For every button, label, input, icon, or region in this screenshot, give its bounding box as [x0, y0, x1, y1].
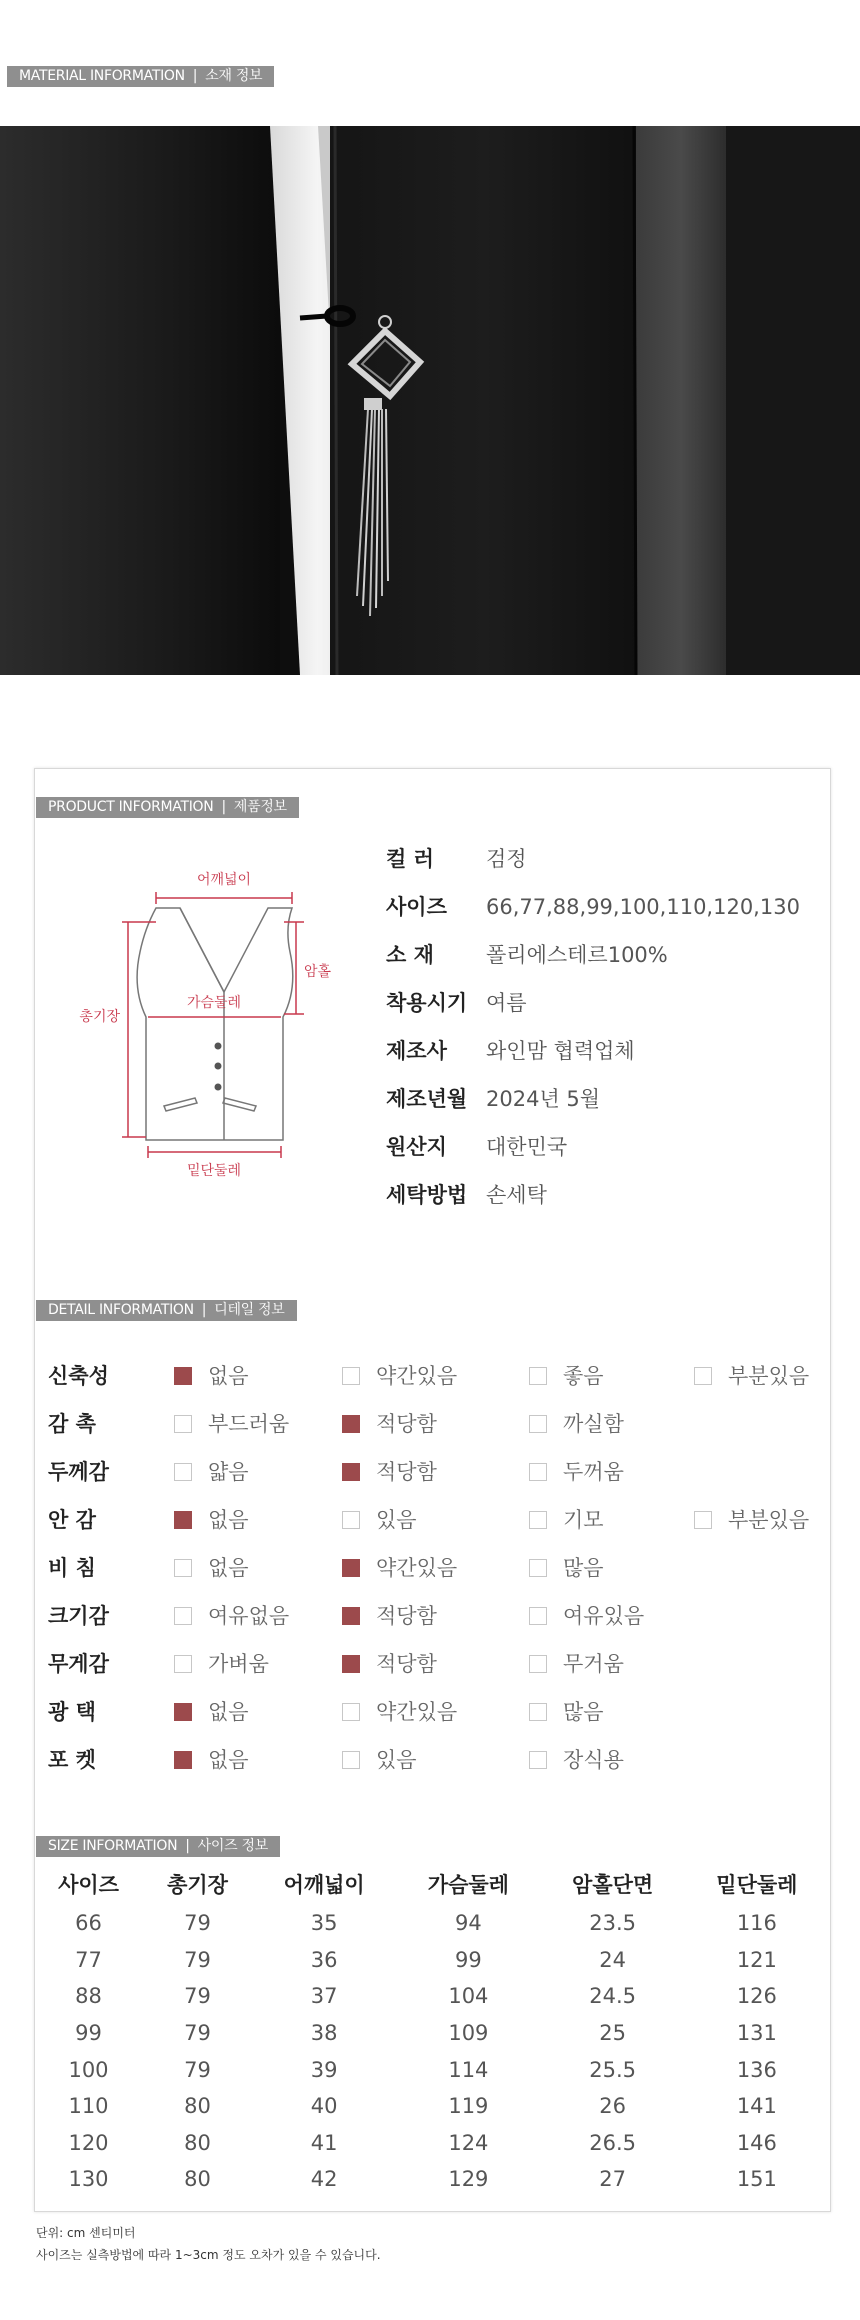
unit-note: 단위: cm 센티미터 — [36, 2226, 136, 2240]
detail-option — [342, 1745, 417, 1775]
detail-option-label: 약간있음 — [376, 1700, 458, 1724]
detail-option — [174, 1409, 289, 1439]
unchecked-box-icon — [174, 1655, 192, 1673]
unchecked-box-icon — [174, 1559, 192, 1577]
unchecked-box-icon — [694, 1367, 712, 1385]
detail-info-title-ko: 디테일 정보 — [214, 1302, 285, 1318]
table-cell: 38 — [310, 2021, 338, 2046]
table-cell: 26.5 — [589, 2130, 636, 2155]
material-info-title-ko: 소재 정보 — [205, 68, 263, 84]
detail-row — [48, 1601, 828, 1631]
checked-box-icon — [174, 1751, 192, 1769]
table-cell: 80 — [184, 2130, 211, 2155]
table-cell: 79 — [184, 2057, 211, 2082]
unchecked-box-icon — [342, 1367, 360, 1385]
table-cell: 121 — [736, 1947, 777, 1972]
info-value: 66,77,88,99,100,110,120,130 — [486, 895, 800, 919]
table-row — [34, 1942, 829, 1979]
unchecked-box-icon — [529, 1655, 547, 1673]
table-cell: 24 — [599, 1947, 626, 1972]
info-key: 컬 러 — [386, 847, 434, 871]
detail-label: 무게감 — [48, 1652, 109, 1676]
unchecked-box-icon — [342, 1703, 360, 1721]
table-cell: 42 — [310, 2167, 338, 2192]
detail-option-label: 적당함 — [376, 1652, 437, 1676]
table-cell: 79 — [184, 1911, 211, 1936]
material-info-header: MATERIAL INFORMATION | 소재 정보 — [7, 66, 274, 87]
detail-label: 포 켓 — [48, 1748, 96, 1772]
unchecked-box-icon — [342, 1511, 360, 1529]
detail-option — [342, 1361, 457, 1391]
checked-box-icon — [342, 1655, 360, 1673]
table-cell: 77 — [75, 1947, 102, 1972]
detail-option-label: 적당함 — [376, 1460, 437, 1484]
detail-label: 크기감 — [48, 1604, 109, 1628]
info-value: 손세탁 — [486, 1183, 547, 1207]
detail-option — [342, 1649, 437, 1679]
detail-option-label: 많음 — [563, 1556, 604, 1580]
detail-row — [48, 1457, 828, 1487]
table-cell: 26 — [599, 2094, 626, 2119]
unchecked-box-icon — [174, 1415, 192, 1433]
table-cell: 66 — [75, 1911, 102, 1936]
size-table-column-header: 암홀단면 — [572, 1873, 654, 1897]
detail-option — [174, 1553, 249, 1583]
detail-label: 광 택 — [48, 1700, 96, 1724]
unchecked-box-icon — [174, 1463, 192, 1481]
detail-option — [529, 1457, 624, 1487]
unchecked-box-icon — [174, 1607, 192, 1625]
detail-option-label: 부드러움 — [208, 1412, 290, 1436]
detail-option-label: 적당함 — [376, 1412, 437, 1436]
detail-option — [174, 1745, 249, 1775]
detail-option — [694, 1505, 809, 1535]
table-cell: 99 — [75, 2021, 102, 2046]
detail-option — [174, 1697, 249, 1727]
detail-option — [342, 1553, 457, 1583]
detail-row — [48, 1553, 828, 1583]
table-cell: 25 — [599, 2021, 626, 2046]
unchecked-box-icon — [529, 1559, 547, 1577]
detail-row — [48, 1697, 828, 1727]
detail-option-label: 좋음 — [563, 1364, 604, 1388]
info-value: 2024년 5월 — [486, 1087, 601, 1111]
detail-row — [48, 1745, 828, 1775]
detail-option-label: 없음 — [208, 1556, 249, 1580]
table-cell: 40 — [310, 2094, 338, 2119]
detail-option-label: 없음 — [208, 1748, 249, 1772]
table-cell: 151 — [736, 2167, 777, 2192]
detail-option — [342, 1697, 457, 1727]
info-value: 와인맘 협력업체 — [486, 1039, 635, 1063]
size-info-title: SIZE INFORMATION — [48, 1838, 178, 1854]
product-info-title-ko: 제품정보 — [233, 799, 287, 815]
detail-label: 감 촉 — [48, 1412, 96, 1436]
detail-option — [529, 1409, 624, 1439]
info-value: 검정 — [486, 847, 527, 871]
table-cell: 136 — [736, 2057, 777, 2082]
info-value: 대한민국 — [486, 1135, 568, 1159]
detail-option-label: 기모 — [563, 1508, 604, 1532]
unchecked-box-icon — [529, 1751, 547, 1769]
checked-box-icon — [342, 1415, 360, 1433]
table-cell: 146 — [736, 2130, 777, 2155]
unchecked-box-icon — [529, 1511, 547, 1529]
detail-row — [48, 1409, 828, 1439]
detail-label: 비 침 — [48, 1556, 96, 1580]
detail-label: 신축성 — [48, 1364, 109, 1388]
table-cell: 124 — [448, 2130, 489, 2155]
info-key: 제조사 — [386, 1039, 447, 1063]
info-key: 사이즈 — [386, 895, 447, 919]
unchecked-box-icon — [694, 1511, 712, 1529]
checked-box-icon — [174, 1703, 192, 1721]
hem-label: 밑단둘레 — [186, 1163, 242, 1179]
detail-option — [174, 1505, 249, 1535]
table-row — [34, 2161, 829, 2198]
unchecked-box-icon — [529, 1607, 547, 1625]
detail-row — [48, 1505, 828, 1535]
info-value: 폴리에스테르100% — [486, 943, 668, 967]
table-cell: 80 — [184, 2094, 211, 2119]
detail-option — [342, 1505, 417, 1535]
size-info-title-ko: 사이즈 정보 — [197, 1838, 268, 1854]
detail-option-label: 여유있음 — [563, 1604, 645, 1628]
info-key: 원산지 — [386, 1135, 447, 1159]
table-cell: 79 — [184, 2021, 211, 2046]
table-cell: 35 — [310, 1911, 338, 1936]
detail-option-label: 가벼움 — [208, 1652, 269, 1676]
detail-option — [529, 1505, 604, 1535]
info-key: 착용시기 — [386, 991, 468, 1015]
total-length-label: 총기장 — [79, 1009, 120, 1025]
detail-option — [174, 1649, 269, 1679]
table-cell: 100 — [68, 2057, 109, 2082]
size-info-header: SIZE INFORMATION | 사이즈 정보 — [36, 1836, 280, 1857]
table-cell: 116 — [736, 1911, 777, 1936]
table-cell: 114 — [448, 2057, 489, 2082]
table-cell: 120 — [68, 2130, 109, 2155]
product-info-header: PRODUCT INFORMATION | 제품정보 — [36, 797, 299, 818]
fabric-detail-photo — [0, 126, 860, 675]
detail-option-label: 약간있음 — [376, 1364, 458, 1388]
detail-option-label: 없음 — [208, 1700, 249, 1724]
checked-box-icon — [342, 1607, 360, 1625]
detail-option — [529, 1649, 624, 1679]
size-disclaimer: 사이즈는 실측방법에 따라 1~3cm 정도 오차가 있을 수 있습니다. — [36, 2248, 381, 2262]
detail-option — [174, 1457, 249, 1487]
table-row — [34, 2051, 829, 2088]
size-table-column-header: 밑단둘레 — [716, 1873, 798, 1897]
info-key: 소 재 — [386, 943, 434, 967]
table-cell: 99 — [455, 1947, 482, 1972]
detail-label: 안 감 — [48, 1508, 96, 1532]
table-row — [34, 2125, 829, 2162]
info-key: 세탁방법 — [386, 1183, 468, 1207]
detail-option-label: 두꺼움 — [563, 1460, 624, 1484]
size-table-column-header: 사이즈 — [58, 1873, 119, 1897]
detail-row — [48, 1649, 828, 1679]
detail-option — [342, 1409, 437, 1439]
detail-option-label: 부분있음 — [728, 1364, 810, 1388]
size-table-column-header: 어깨넓이 — [283, 1873, 365, 1897]
detail-option-label: 많음 — [563, 1700, 604, 1724]
detail-option-label: 약간있음 — [376, 1556, 458, 1580]
detail-info-header: DETAIL INFORMATION | 디테일 정보 — [36, 1300, 297, 1321]
table-row — [34, 2088, 829, 2125]
checked-box-icon — [174, 1367, 192, 1385]
material-info-title: MATERIAL INFORMATION — [19, 68, 185, 84]
size-table-column-header: 총기장 — [167, 1873, 228, 1897]
unchecked-box-icon — [529, 1703, 547, 1721]
detail-option-label: 장식용 — [563, 1748, 624, 1772]
detail-option — [174, 1601, 289, 1631]
table-cell: 141 — [736, 2094, 777, 2119]
unchecked-box-icon — [529, 1463, 547, 1481]
table-cell: 88 — [75, 1984, 102, 2009]
detail-option-label: 얇음 — [208, 1460, 249, 1484]
table-cell: 110 — [68, 2094, 109, 2119]
detail-option — [529, 1745, 624, 1775]
detail-option-label: 무거움 — [563, 1652, 624, 1676]
detail-option-label: 있음 — [376, 1748, 417, 1772]
detail-option — [694, 1361, 809, 1391]
detail-option-label: 부분있음 — [728, 1508, 810, 1532]
table-cell: 131 — [736, 2021, 777, 2046]
table-row — [34, 1978, 829, 2015]
detail-option — [529, 1361, 604, 1391]
vest-measurement-diagram — [70, 862, 370, 1182]
table-cell: 104 — [448, 1984, 489, 2009]
table-cell: 79 — [184, 1947, 211, 1972]
detail-option — [342, 1457, 437, 1487]
armhole-label: 암홀 — [304, 964, 332, 980]
unchecked-box-icon — [529, 1367, 547, 1385]
detail-option-label: 적당함 — [376, 1604, 437, 1628]
detail-label: 두께감 — [48, 1460, 109, 1484]
checked-box-icon — [342, 1463, 360, 1481]
product-info-title: PRODUCT INFORMATION — [48, 799, 214, 815]
chest-label: 가슴둘레 — [186, 995, 242, 1011]
checked-box-icon — [342, 1559, 360, 1577]
table-cell: 94 — [455, 1911, 482, 1936]
table-cell: 41 — [310, 2130, 338, 2155]
detail-option-label: 없음 — [208, 1508, 249, 1532]
table-row — [34, 2015, 829, 2052]
table-cell: 109 — [448, 2021, 489, 2046]
table-cell: 27 — [599, 2167, 626, 2192]
unchecked-box-icon — [342, 1751, 360, 1769]
table-cell: 130 — [68, 2167, 109, 2192]
info-key: 제조년월 — [386, 1087, 468, 1111]
detail-option — [174, 1361, 249, 1391]
detail-option-label: 없음 — [208, 1364, 249, 1388]
info-value: 여름 — [486, 991, 527, 1015]
table-cell: 24.5 — [589, 1984, 636, 2009]
table-cell: 37 — [310, 1984, 338, 2009]
checked-box-icon — [174, 1511, 192, 1529]
table-row — [34, 1905, 829, 1942]
detail-option — [529, 1553, 604, 1583]
table-cell: 126 — [736, 1984, 777, 2009]
detail-row — [48, 1361, 828, 1391]
unchecked-box-icon — [529, 1415, 547, 1433]
detail-option — [529, 1601, 644, 1631]
size-table — [34, 1863, 829, 2198]
table-cell: 36 — [310, 1947, 338, 1972]
table-cell: 39 — [310, 2057, 338, 2082]
detail-option — [529, 1697, 604, 1727]
table-cell: 79 — [184, 1984, 211, 2009]
detail-option-label: 여유없음 — [208, 1604, 290, 1628]
detail-option-label: 있음 — [376, 1508, 417, 1532]
detail-option-label: 까실함 — [563, 1412, 624, 1436]
table-cell: 129 — [448, 2167, 489, 2192]
size-table-column-header: 가슴둘레 — [427, 1873, 509, 1897]
table-cell: 119 — [448, 2094, 489, 2119]
shoulder-width-label: 어깨넓이 — [196, 872, 252, 888]
table-cell: 80 — [184, 2167, 211, 2192]
table-cell: 23.5 — [589, 1911, 636, 1936]
table-cell: 25.5 — [589, 2057, 636, 2082]
detail-info-title: DETAIL INFORMATION — [48, 1302, 194, 1318]
detail-option — [342, 1601, 437, 1631]
size-table-header — [34, 1863, 829, 1905]
